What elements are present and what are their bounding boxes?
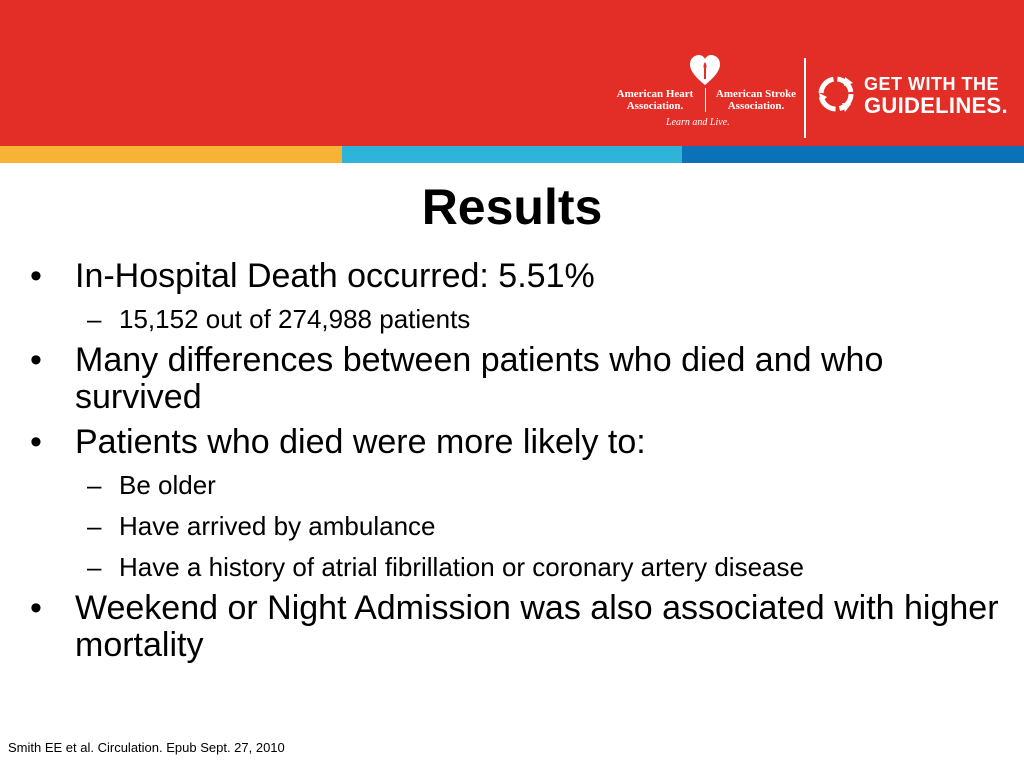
gwtg-circle-arrows-icon <box>815 73 857 115</box>
bullet-text: In-Hospital Death occurred: 5.51% <box>75 257 595 295</box>
bullet-text: Patients who died were more likely to: <box>75 423 646 461</box>
bullet-text: Many differences between patients who died and who survived <box>75 341 884 416</box>
aha-asa-logo <box>606 52 802 136</box>
bullet-item <box>30 590 1000 664</box>
aha-org-name: American Heart Association. <box>616 88 694 112</box>
accent-stripe-yellow <box>0 146 342 163</box>
sub-bullet-item <box>30 510 1000 542</box>
sub-bullet-text: Have a history of atrial fibrillation or coronary artery disease <box>119 552 804 582</box>
sub-bullet-marker: – <box>87 511 102 541</box>
bullet-marker: • <box>30 589 42 627</box>
sub-bullet-item <box>30 303 1000 335</box>
sub-bullet-text: 15,152 out of 274,988 patients <box>119 304 471 334</box>
logo-divider <box>705 88 706 112</box>
bullet-item <box>30 258 1000 295</box>
aha-tagline: Learn and Live. <box>666 117 730 128</box>
bullet-marker: • <box>30 423 42 461</box>
bullet-item <box>30 342 1000 416</box>
header-banner <box>0 0 1024 146</box>
sub-bullet-item <box>30 551 1000 583</box>
accent-stripe-blue <box>682 146 1024 163</box>
bullet-marker: • <box>30 257 42 295</box>
citation: Smith EE et al. Circulation. Epub Sept. 27, 2010 <box>8 740 285 755</box>
bullet-text: Weekend or Night Admission was also associated with higher mortality <box>75 589 999 664</box>
sub-bullet-marker: – <box>87 552 102 582</box>
bullet-list <box>30 258 1000 672</box>
slide-title: Results <box>421 179 603 235</box>
header-separator <box>804 58 806 138</box>
sub-bullet-marker: – <box>87 470 102 500</box>
sub-bullet-marker: – <box>87 304 102 334</box>
heart-torch-icon <box>690 52 720 86</box>
sub-bullet-text: Have arrived by ambulance <box>119 511 436 541</box>
sub-bullet-item <box>30 469 1000 501</box>
asa-org-name: American Stroke Association. <box>715 88 797 112</box>
bullet-item <box>30 424 1000 461</box>
gwtg-logo-text: GET WITH THE GUIDELINES. <box>864 74 1008 118</box>
bullet-marker: • <box>30 341 42 379</box>
sub-bullet-text: Be older <box>119 470 216 500</box>
accent-stripe-cyan <box>342 146 682 163</box>
